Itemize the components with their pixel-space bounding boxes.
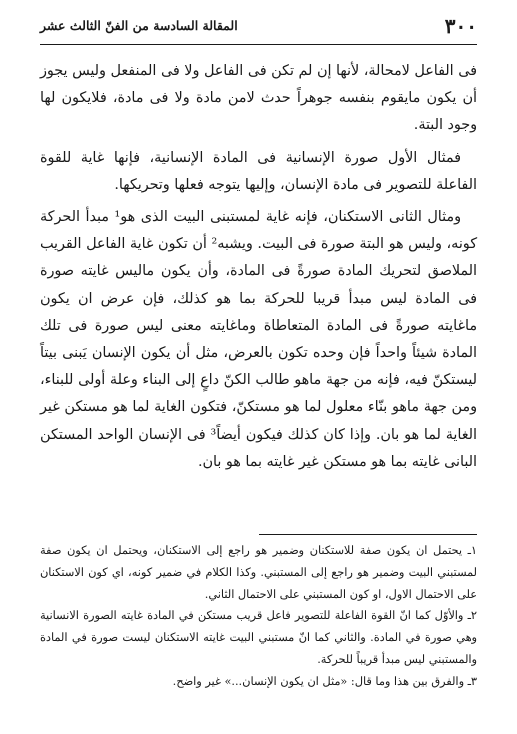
running-title: المقالة السادسة من الفنّ الثالث عشر xyxy=(40,18,238,33)
paragraph: فى الفاعل لامحالة، لأنها إن لم تكن فى الفاعل ولا فى المنفعل وليس يجوز أن يكون مايقوم بنفسه جوهراً حدث لامن مادة ولا فى مادة، فلايكون لها وجود البتة. xyxy=(40,63,477,134)
main-text xyxy=(40,58,477,476)
page-number: ٣٠٠ xyxy=(444,14,477,38)
footnote: ١ـ يحتمل ان يكون صفة للاستكنان وضمير هو راجع إلى الاستكنان، ويحتمل ان يكون صفة لمستبني البيت وضمير هو راجع إلى المستبني. وكذا الكلام في ضمير كونه، اي كون الاستكنان على الاحتمال الاول، او كون المستبني على الاحتمال الثاني. xyxy=(40,544,477,601)
paragraph: ومثال الثانى الاستكنان، فإنه غاية لمستبنى البيت الذى هو¹ مبدأ الحركة كونه، وليس هو البتة صورة فى البيت. ويشبه² أن تكون غاية الفاعل القريب الملاصق لتحريك المادة صورةً فى المادة، وأن يكون ماليس غايته صورة فى المادة ليس مبدأ قريبا للحركة بما هو كذلك، فإن عرض ان يكون ماغايته صورةً فى المادة المتعاطاة وماغايته معنى ليس صورة فى تلك المادة شيئاً واحداً فإن وحده تكون بالعرض، مثل أن يكون الإنسان يَبنى بيتاً ليستكنّ فيه، فإنه من جهة ماهو طالب الكنّ داعٍ إلى البناء وعلة أولى للبناء، ومن جهة ماهو بنّاء معلول لما هو مستكنّ، فتكون الغاية لما هو مستكن غير الغاية لما هو بان. وإذا كان كذلك فيكون أيضاً³ فى الإنسان الواحد المستكن البانى غايته بما هو مستكن غير غايته بما هو بان. xyxy=(40,209,477,470)
footnote-separator xyxy=(259,534,477,535)
footnotes xyxy=(40,540,477,693)
paragraph: فمثال الأول صورة الإنسانية فى المادة الإنسانية، فإنها غاية للقوة الفاعلة للتصوير فى مادة الإنسان، وإليها يتوجه فعلها وتحريكها. xyxy=(40,149,477,193)
footnote: ٢ـ والأوّل كما انّ القوة الفاعلة للتصوير فاعل قريب مستكن في المادة غايته الصورة الانسانية وهي صورة في المادة. والثاني كما انّ مستبني البيت غايته الاستكنان ليست صورة في المادة والمستبني ليس مبدأ قريباً للحركة. xyxy=(40,609,477,666)
header-rule xyxy=(40,44,477,45)
running-header xyxy=(40,14,477,44)
footnote: ٣ـ والفرق بين هذا وما قال: «مثل ان يكون الإنسان...» غير واضح. xyxy=(172,674,477,688)
